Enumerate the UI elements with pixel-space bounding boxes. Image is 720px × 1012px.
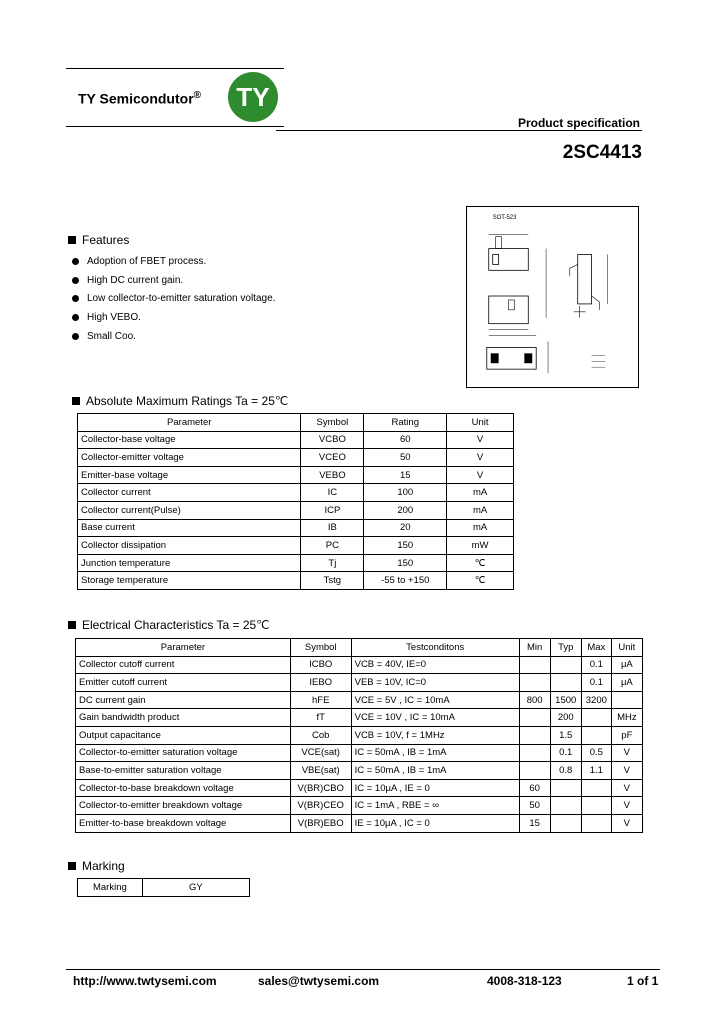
table-cell: 200 — [364, 501, 447, 519]
table-cell — [550, 656, 581, 674]
table-cell: Collector-to-emitter breakdown voltage — [76, 797, 291, 815]
table-cell — [519, 709, 550, 727]
footer-email-link[interactable]: sales@twtysemi.com — [258, 974, 380, 988]
footer-url-link[interactable]: http://www.twtysemi.com — [73, 974, 217, 988]
square-bullet-icon — [72, 397, 80, 405]
table-header-cell: Min — [519, 639, 550, 657]
table-cell: V — [611, 779, 642, 797]
table-row — [78, 449, 514, 467]
table-cell: 0.5 — [581, 744, 611, 762]
table-cell: VEBO — [301, 466, 364, 484]
table-cell: VCE(sat) — [290, 744, 351, 762]
table-cell: 15 — [364, 466, 447, 484]
table-header-cell: Symbol — [290, 639, 351, 657]
table-cell: 1.5 — [550, 726, 581, 744]
table-cell — [519, 656, 550, 674]
table-header-row — [76, 639, 643, 657]
marking-label: Marking — [78, 879, 143, 897]
table-cell: 3200 — [581, 691, 611, 709]
table-cell: Base current — [78, 519, 301, 537]
table-row — [78, 879, 250, 897]
table-cell: 15 — [519, 814, 550, 832]
table-cell: Emitter-to-base breakdown voltage — [76, 814, 291, 832]
marking-title-text: Marking — [82, 859, 125, 873]
header-left-rule — [66, 126, 284, 127]
table-cell — [519, 744, 550, 762]
table-cell — [581, 726, 611, 744]
bullet-dot-icon — [72, 314, 79, 321]
table-row — [78, 501, 514, 519]
table-cell: 1500 — [550, 691, 581, 709]
bullet-dot-icon — [72, 258, 79, 265]
features-list — [72, 252, 275, 345]
table-row — [78, 431, 514, 449]
table-cell — [550, 814, 581, 832]
table-cell: 0.1 — [581, 656, 611, 674]
package-drawing-svg — [467, 207, 638, 387]
table-cell: IC = 50mA , IB = 1mA — [351, 744, 519, 762]
table-cell: mA — [447, 484, 514, 502]
table-cell: ICP — [301, 501, 364, 519]
footer-phone: 4008-318-123 — [487, 974, 562, 988]
table-cell — [519, 674, 550, 692]
table-cell: hFE — [290, 691, 351, 709]
table-cell: ℃ — [447, 554, 514, 572]
abs-max-title — [72, 394, 288, 408]
table-row — [76, 797, 643, 815]
package-outline-drawing — [466, 206, 639, 388]
table-cell — [581, 709, 611, 727]
table-cell: 800 — [519, 691, 550, 709]
feature-item: Adoption of FBET process. — [72, 252, 275, 271]
company-logo: TY — [228, 72, 278, 122]
table-cell: IC = 50mA , IB = 1mA — [351, 762, 519, 780]
table-cell: MHz — [611, 709, 642, 727]
table-cell: Emitter cutoff current — [76, 674, 291, 692]
features-title-text: Features — [82, 233, 130, 247]
table-cell: V — [611, 744, 642, 762]
table-cell — [550, 797, 581, 815]
table-cell: V(BR)EBO — [290, 814, 351, 832]
table-cell: Collector dissipation — [78, 537, 301, 555]
table-cell: V — [611, 797, 642, 815]
table-cell: VBE(sat) — [290, 762, 351, 780]
table-cell — [581, 814, 611, 832]
marking-title — [68, 859, 125, 873]
table-cell: Junction temperature — [78, 554, 301, 572]
table-cell: IEBO — [290, 674, 351, 692]
features-title — [68, 233, 129, 247]
part-number: 2SC4413 — [562, 142, 642, 163]
table-cell: fT — [290, 709, 351, 727]
table-cell: mW — [447, 537, 514, 555]
abs-max-table — [77, 413, 514, 590]
table-cell: 200 — [550, 709, 581, 727]
table-cell: Tstg — [301, 572, 364, 590]
table-cell: VEB = 10V, IC=0 — [351, 674, 519, 692]
table-cell: 20 — [364, 519, 447, 537]
table-cell: IC = 10μA , IE = 0 — [351, 779, 519, 797]
abs-max-title-text: Absolute Maximum Ratings Ta = 25℃ — [86, 394, 289, 408]
elec-title — [68, 618, 270, 632]
table-cell: mA — [447, 501, 514, 519]
table-cell: V — [611, 814, 642, 832]
bullet-dot-icon — [72, 295, 79, 302]
table-cell: VCBO — [301, 431, 364, 449]
bullet-dot-icon — [72, 333, 79, 340]
table-cell: 60 — [519, 779, 550, 797]
feature-item: High DC current gain. — [72, 271, 275, 290]
table-cell: pF — [611, 726, 642, 744]
table-cell: IC = 1mA , RBE = ∞ — [351, 797, 519, 815]
table-cell: 50 — [364, 449, 447, 467]
feature-item: High VEBO. — [72, 308, 275, 327]
square-bullet-icon — [68, 621, 76, 629]
table-header-cell: Symbol — [301, 414, 364, 432]
table-cell: V — [447, 466, 514, 484]
table-row — [76, 762, 643, 780]
table-cell: 0.8 — [550, 762, 581, 780]
table-row — [76, 744, 643, 762]
company-name — [78, 90, 201, 107]
table-cell: Collector current — [78, 484, 301, 502]
table-cell: 0.1 — [581, 674, 611, 692]
registered-mark: ® — [193, 90, 202, 101]
table-cell: V — [611, 762, 642, 780]
table-row — [78, 519, 514, 537]
table-cell: 60 — [364, 431, 447, 449]
table-row — [78, 484, 514, 502]
table-cell: Emitter-base voltage — [78, 466, 301, 484]
table-header-cell: Typ — [550, 639, 581, 657]
table-row — [78, 554, 514, 572]
table-cell: IB — [301, 519, 364, 537]
table-cell: 150 — [364, 554, 447, 572]
table-cell: Collector-emitter voltage — [78, 449, 301, 467]
table-cell — [581, 797, 611, 815]
table-cell: VCEO — [301, 449, 364, 467]
table-cell — [519, 762, 550, 780]
footer-rule — [66, 969, 660, 970]
table-header-row — [78, 414, 514, 432]
table-cell: VCE = 10V , IC = 10mA — [351, 709, 519, 727]
table-header-cell: Unit — [611, 639, 642, 657]
table-cell: Base-to-emitter saturation voltage — [76, 762, 291, 780]
table-cell: ℃ — [447, 572, 514, 590]
table-cell: 150 — [364, 537, 447, 555]
table-header-cell: Unit — [447, 414, 514, 432]
bullet-dot-icon — [72, 277, 79, 284]
table-row — [76, 691, 643, 709]
table-cell: IC — [301, 484, 364, 502]
table-cell: DC current gain — [76, 691, 291, 709]
table-cell: V(BR)CEO — [290, 797, 351, 815]
doc-type: Product specification — [517, 116, 640, 130]
table-cell: 100 — [364, 484, 447, 502]
table-row — [76, 779, 643, 797]
table-cell — [550, 674, 581, 692]
table-cell — [581, 779, 611, 797]
table-cell: Gain bandwidth product — [76, 709, 291, 727]
table-cell: ICBO — [290, 656, 351, 674]
header-top-rule — [66, 68, 284, 69]
footer-page-number: 1 of 1 — [627, 974, 659, 988]
table-cell: IE = 10μA , IC = 0 — [351, 814, 519, 832]
table-cell: mA — [447, 519, 514, 537]
table-cell: Output capacitance — [76, 726, 291, 744]
table-cell: 50 — [519, 797, 550, 815]
table-cell: Collector-to-emitter saturation voltage — [76, 744, 291, 762]
table-cell: Collector current(Pulse) — [78, 501, 301, 519]
table-cell: VCB = 10V, f = 1MHz — [351, 726, 519, 744]
table-cell: Cob — [290, 726, 351, 744]
table-cell — [611, 691, 642, 709]
table-cell: V — [447, 431, 514, 449]
elec-table — [75, 638, 643, 833]
square-bullet-icon — [68, 862, 76, 870]
table-row — [76, 674, 643, 692]
table-cell: Storage temperature — [78, 572, 301, 590]
table-cell: PC — [301, 537, 364, 555]
table-cell: Collector cutoff current — [76, 656, 291, 674]
company-name-text: TY Semicondutor — [78, 90, 194, 107]
package-label: SOT-523 — [492, 214, 517, 221]
table-cell: μA — [611, 674, 642, 692]
table-cell — [550, 779, 581, 797]
marking-value: GY — [142, 879, 249, 897]
table-header-cell: Rating — [364, 414, 447, 432]
table-row — [76, 814, 643, 832]
table-cell: 0.1 — [550, 744, 581, 762]
table-row — [78, 572, 514, 590]
table-header-cell: Parameter — [76, 639, 291, 657]
table-header-cell: Testconditons — [351, 639, 519, 657]
table-cell: 1.1 — [581, 762, 611, 780]
table-header-cell: Max — [581, 639, 611, 657]
square-bullet-icon — [68, 236, 76, 244]
header-main-rule — [276, 130, 642, 131]
table-row — [76, 656, 643, 674]
table-cell: V(BR)CBO — [290, 779, 351, 797]
marking-table — [77, 878, 250, 897]
table-cell: Tj — [301, 554, 364, 572]
table-row — [78, 537, 514, 555]
feature-item: Low collector-to-emitter saturation voltage. — [72, 289, 275, 308]
table-cell: V — [447, 449, 514, 467]
feature-item: Small Coo. — [72, 327, 275, 346]
table-row — [76, 709, 643, 727]
table-row — [78, 466, 514, 484]
table-cell: μA — [611, 656, 642, 674]
table-header-cell: Parameter — [78, 414, 301, 432]
table-cell: VCB = 40V, IE=0 — [351, 656, 519, 674]
table-row — [76, 726, 643, 744]
table-cell: VCE = 5V , IC = 10mA — [351, 691, 519, 709]
table-cell: Collector-to-base breakdown voltage — [76, 779, 291, 797]
table-cell: -55 to +150 — [364, 572, 447, 590]
table-cell — [519, 726, 550, 744]
table-cell: Collector-base voltage — [78, 431, 301, 449]
elec-title-text: Electrical Characteristics Ta = 25℃ — [82, 618, 270, 632]
